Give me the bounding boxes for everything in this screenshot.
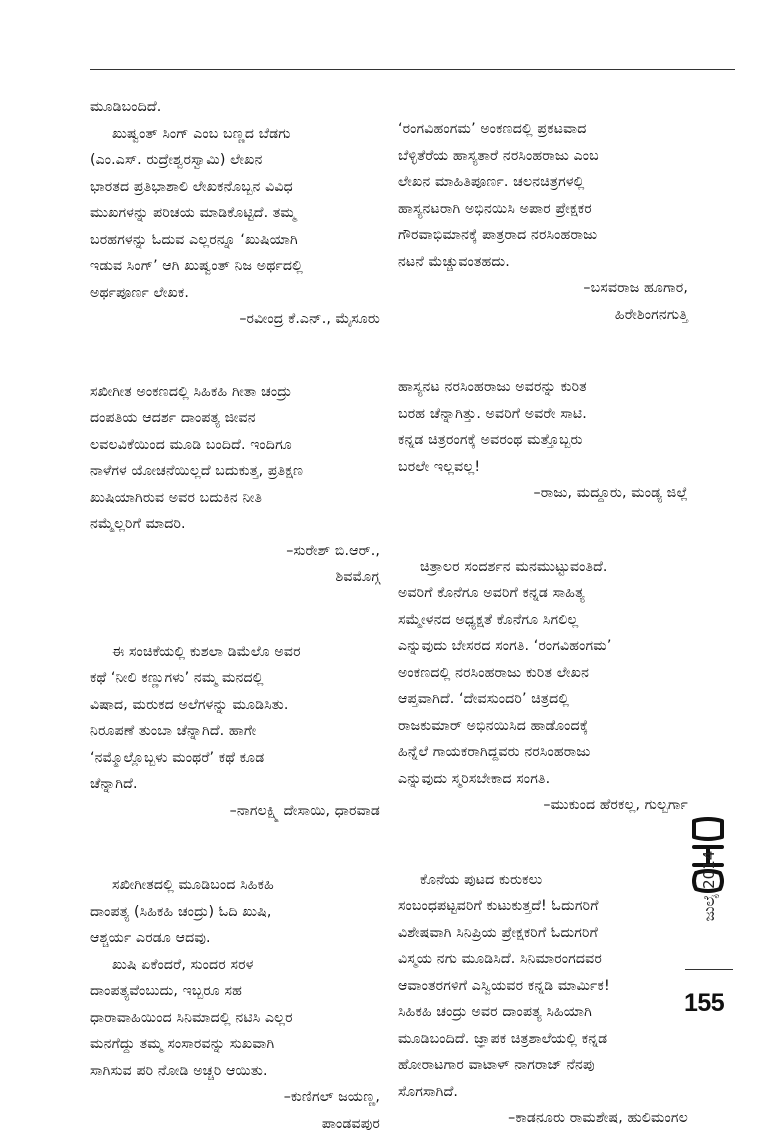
letter-line: ಕನ್ನಡ ಚಿತ್ರರಂಗಕ್ಕೆ ಅವರಂಥ ಮತ್ತೊಬ್ಬರು xyxy=(398,427,688,454)
letter-line: ಅಂಕಣದಲ್ಲಿ ನರಸಿಂಹರಾಜು ಕುರಿತ ಲೇಖನ xyxy=(398,660,688,687)
letter-line: ವಿಷಾದ, ಮರುಕದ ಅಲೆಗಳನ್ನು ಮೂಡಿಸಿತು. xyxy=(90,692,380,719)
letter-line: ‘ನಮ್ಮೊಲ್ಲೊಬ್ಬಳು ಮಂಥರೆ’ ಕಥೆ ಕೂಡ xyxy=(90,745,380,772)
letter-line: ಹಾಸ್ಯನಟ ನರಸಿಂಹರಾಜು ಅವರನ್ನು ಕುರಿತ xyxy=(398,374,688,401)
letter-block xyxy=(90,639,380,825)
letter-line: ಸಾಗಿಸುವ ಪರಿ ನೋಡಿ ಅಚ್ಚರಿ ಆಯಿತು. xyxy=(90,1058,380,1085)
letter-signature: ಹಿರೇಶಿಂಗನಗುತ್ತಿ xyxy=(398,302,688,329)
letter-line: ಮುಖಗಳನ್ನು ಪರಿಚಯ ಮಾಡಿಕೊಟ್ಟಿದೆ. ತಮ್ಮ xyxy=(90,200,380,227)
letter-line: ದಾಂಪತ್ಯ (ಸಿಹಿಕಹಿ ಚಂದ್ರು) ಓದಿ ಖುಷಿ, xyxy=(90,899,380,926)
letter-block xyxy=(90,872,380,1137)
letter-line: ಹೋರಾಟಗಾರ ವಾಟಾಳ್ ನಾಗರಾಜ್ ನೆನಪು xyxy=(398,1052,688,1079)
letter-line: ಹಾಸ್ಯನಟರಾಗಿ ಅಭಿನಯಿಸಿ ಅಪಾರ ಪ್ರೇಕ್ಷಕರ xyxy=(398,196,688,223)
letter-signature: –ಮುಕುಂದ ಹೆರಕಲ್ಲ, ಗುಲ್ಬರ್ಗಾ xyxy=(398,792,688,819)
letter-line: ಸಮ್ಮೇಳನದ ಅಧ್ಯಕ್ಷತೆ ಕೊನೆಗೂ ಸಿಗಲಿಲ್ಲ xyxy=(398,607,688,634)
letter-line: ಧಾರಾವಾಹಿಯಿಂದ ಸಿನಿಮಾದಲ್ಲಿ ನಟಿಸಿ ಎಲ್ಲರ xyxy=(90,1005,380,1032)
letter-line: ನಾಳೆಗಳ ಯೋಚನೆಯಿಲ್ಲದೆ ಬದುಕುತ್ತ, ಪ್ರತಿಕ್ಷಣ xyxy=(90,458,380,485)
letter-line: (ಎಂ.ಎಸ್. ರುದ್ರೇಶ್ವರಸ್ವಾಮಿ) ಲೇಖನ xyxy=(90,147,380,174)
letter-block xyxy=(90,94,380,333)
letter-separator xyxy=(398,819,688,867)
letter-line: ಮೂಡಿಬಂದಿದೆ. xyxy=(90,94,380,121)
letter-separator xyxy=(398,328,688,374)
letter-line: ಇಡುವ ಸಿಂಗ್’ ಆಗಿ ಖುಷ್ವಂತ್ ನಿಜ ಅರ್ಥದಲ್ಲಿ xyxy=(90,253,380,280)
letter-signature: –ಕುಣಿಗಲ್ ಜಯಣ್ಣ, xyxy=(90,1084,380,1111)
letter-line: ವಿಸ್ಮಯ ನಗು ಮೂಡಿಸಿದೆ. ಸಿನಿಮಾರಂಗದವರ xyxy=(398,946,688,973)
page-number: 155 xyxy=(684,989,724,1018)
letter-block xyxy=(398,554,688,819)
letter-line: ಗೌರವಾಭಿಮಾನಕ್ಕೆ ಪಾತ್ರರಾದ ನರಸಿಂಹರಾಜು xyxy=(398,222,688,249)
letter-separator xyxy=(90,591,380,639)
letter-separator xyxy=(398,507,688,554)
left-column xyxy=(90,94,380,1137)
letter-line: ಲೇಖನ ಮಾಹಿತಿಪೂರ್ಣ. ಚಲನಚಿತ್ರಗಳಲ್ಲಿ xyxy=(398,169,688,196)
letter-signature: –ರವೀಂದ್ರ ಕೆ.ಎನ್., ಮೈಸೂರು xyxy=(90,306,380,333)
letter-line: ಬರಹಗಳನ್ನು ಓದುವ ಎಲ್ಲರನ್ನೂ ‘ಖುಷಿಯಾಗಿ xyxy=(90,227,380,254)
footer-rule xyxy=(685,969,733,970)
letter-line: ಕೊನೆಯ ಪುಟದ ಕುರುಕಲು xyxy=(398,867,688,894)
letter-line: ದಂಪತಿಯ ಆದರ್ಶ ದಾಂಪತ್ಯ ಜೀವನ xyxy=(90,405,380,432)
letter-signature: –ಬಸವರಾಜ ಹೂಗಾರ, xyxy=(398,275,688,302)
letter-line: ನಮ್ಮೆಲ್ಲರಿಗೆ ಮಾದರಿ. xyxy=(90,511,380,538)
letter-line: ಮನಗೆದ್ದು ತಮ್ಮ ಸಂಸಾರವನ್ನು ಸುಖವಾಗಿ xyxy=(90,1031,380,1058)
right-column xyxy=(398,116,688,1132)
letter-signature: –ಕಾಡನೂರು ರಾಮಶೇಷ, ಹುಲಿಮಂಗಲ xyxy=(398,1105,688,1132)
letter-line: ಚೆನ್ನಾಗಿದೆ. xyxy=(90,771,380,798)
letter-line: ಬರಹ ಚೆನ್ನಾಗಿತ್ತು. ಅವರಿಗೆ ಅವರೇ ಸಾಟಿ. xyxy=(398,401,688,428)
letter-line: ಅವರಿಗೆ ಕೊನೆಗೂ ಅವರಿಗೆ ಕನ್ನಡ ಸಾಹಿತ್ಯ xyxy=(398,580,688,607)
letter-separator xyxy=(90,333,380,379)
letter-signature: –ನಾಗಲಕ್ಷ್ಮಿ ದೇಸಾಯಿ, ಧಾರವಾಡ xyxy=(90,798,380,825)
letter-line: ಭಾರತದ ಪ್ರತಿಭಾಶಾಲಿ ಲೇಖಕನೊಬ್ಬನ ವಿವಿಧ xyxy=(90,174,380,201)
letter-signature: –ರಾಜು, ಮದ್ದೂರು, ಮಂಡ್ಯ ಜಿಲ್ಲೆ xyxy=(398,480,688,507)
letter-line: ಲವಲವಿಕೆಯಿಂದ ಮೂಡಿ ಬಂದಿದೆ. ಇಂದಿಗೂ xyxy=(90,432,380,459)
letter-line: ಸಖೀಗೀತ ಅಂಕಣದಲ್ಲಿ ಸಿಹಿಕಹಿ ಗೀತಾ ಚಂದ್ರು xyxy=(90,379,380,406)
letter-line: ‘ರಂಗವಿಹಂಗಮ’ ಅಂಕಣದಲ್ಲಿ ಪ್ರಕಟವಾದ xyxy=(398,116,688,143)
letter-signature: ಪಾಂಡವಪುರ xyxy=(90,1111,380,1137)
letter-line: ಕಥೆ ‘ನೀಲಿ ಕಣ್ಣುಗಳು’ ನಮ್ಮ ಮನದಲ್ಲಿ xyxy=(90,665,380,692)
issue-date-text: ಜುಲೈ 2014 xyxy=(700,850,718,921)
letter-line: ನಿರೂಪಣೆ ತುಂಬಾ ಚೆನ್ನಾಗಿದೆ. ಹಾಗೇ xyxy=(90,718,380,745)
letter-separator xyxy=(90,824,380,872)
letter-block xyxy=(90,379,380,591)
letter-line: ಸಿಹಿಕಹಿ ಚಂದ್ರು ಅವರ ದಾಂಪತ್ಯ ಸಿಹಿಯಾಗಿ xyxy=(398,999,688,1026)
letter-line: ವಿಶೇಷವಾಗಿ ಸಿನಿಪ್ರಿಯ ಪ್ರೇಕ್ಷಕರಿಗೆ ಓದುಗರಿಗೆ xyxy=(398,920,688,947)
letter-line: ಹಿನ್ನೆಲೆ ಗಾಯಕರಾಗಿದ್ದವರು ನರಸಿಂಹರಾಜು xyxy=(398,739,688,766)
header-rule xyxy=(90,69,735,70)
letter-line: ಆವಾಂತರಗಳಿಗೆ ಎಸ್ವಿಯವರ ಕನ್ನಡಿ ಮಾರ್ಮಿಕ! xyxy=(398,973,688,1000)
letter-line: ಖುಷ್ವಂತ್ ಸಿಂಗ್ ಎಂಬ ಬಣ್ಣದ ಬೆಡಗು xyxy=(90,121,380,148)
letter-line: ಎನ್ನುವುದು ಬೇಸರದ ಸಂಗತಿ. ‘ರಂಗವಿಹಂಗಮ’ xyxy=(398,633,688,660)
letter-line: ಮೂಡಿಬಂದಿದೆ. ಜ್ಞಾಪಕ ಚಿತ್ರಶಾಲೆಯಲ್ಲಿ ಕನ್ನಡ xyxy=(398,1026,688,1053)
letter-line: ಸೊಗಸಾಗಿದೆ. xyxy=(398,1079,688,1106)
letter-line: ಖುಷಿಯಾಗಿರುವ ಅವರ ಬದುಕಿನ ನೀತಿ xyxy=(90,485,380,512)
letter-line: ಖುಷಿ ಏಕೆಂದರೆ, ಸುಂದರ ಸರಳ xyxy=(90,952,380,979)
letter-line: ಈ ಸಂಚಿಕೆಯಲ್ಲಿ ಕುಶಲಾ ಡಿಮೆಲೊ ಅವರ xyxy=(90,639,380,666)
letter-signature: ಶಿವಮೊಗ್ಗ xyxy=(90,564,380,591)
letter-block xyxy=(398,374,688,507)
letter-line: ಬೆಳ್ಳಿತೆರೆಯ ಹಾಸ್ಯತಾರೆ ನರಸಿಂಹರಾಜು ಎಂಬ xyxy=(398,143,688,170)
letter-line: ಬರಲೇ ಇಲ್ಲವಲ್ಲ! xyxy=(398,454,688,481)
letter-signature: –ಸುರೇಶ್ ಬಿ.ಆರ್., xyxy=(90,538,380,565)
letter-line: ಸಂಬಂಧಪಟ್ಟವರಿಗೆ ಕುಟುಕುತ್ತದೆ! ಓದುಗರಿಗೆ xyxy=(398,893,688,920)
letter-line: ರಾಜಕುಮಾರ್ ಅಭಿನಯಿಸಿದ ಹಾಡೊಂದಕ್ಕೆ xyxy=(398,713,688,740)
letter-line: ಆಶ್ಚರ್ಯ ಎರಡೂ ಆದವು. xyxy=(90,925,380,952)
letter-block xyxy=(398,116,688,328)
letter-block xyxy=(398,867,688,1132)
letter-line: ನಟನೆ ಮೆಚ್ಚುವಂತಹದು. xyxy=(398,249,688,276)
letter-line: ದಾಂಪತ್ಯವೆಂಬುದು, ಇಬ್ಬರೂ ಸಹ xyxy=(90,978,380,1005)
letter-line: ಚಿತ್ರಾಲರ ಸಂದರ್ಶನ ಮನಮುಟ್ಟುವಂತಿದೆ. xyxy=(398,554,688,581)
letter-line: ಎನ್ನುವುದು ಸ್ಮರಿಸಬೇಕಾದ ಸಂಗತಿ. xyxy=(398,766,688,793)
letter-line: ಸಖೀಗೀತದಲ್ಲಿ ಮೂಡಿಬಂದ ಸಿಹಿಕಹಿ xyxy=(90,872,380,899)
letter-line: ಆಪ್ತವಾಗಿದೆ. ‘ದೇವಸುಂದರಿ’ ಚಿತ್ರದಲ್ಲಿ xyxy=(398,686,688,713)
letter-line: ಅರ್ಥಪೂರ್ಣ ಲೇಖಕ. xyxy=(90,280,380,307)
issue-date xyxy=(692,818,726,953)
